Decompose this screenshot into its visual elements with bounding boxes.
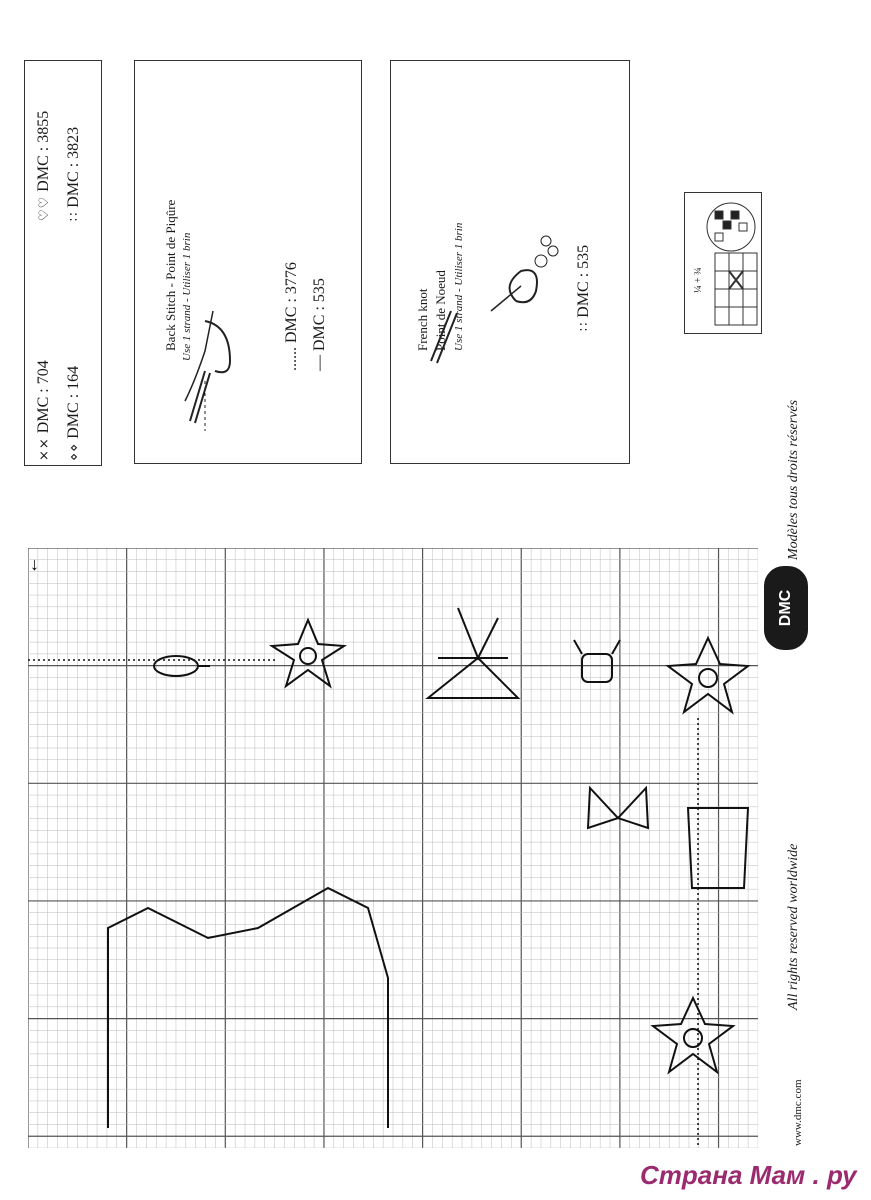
french-knot-row-535 — [575, 245, 593, 331]
vine-motif — [28, 660, 698, 1148]
legend-label: DMC : 3855 — [35, 110, 52, 192]
dragonfly-motif — [428, 608, 518, 698]
back-stitch-box — [134, 60, 362, 464]
legend-label: DMC : 535 — [311, 278, 328, 351]
dmc-logo: DMC — [764, 566, 808, 650]
cat-motif — [108, 888, 388, 1128]
legend-label: DMC : 704 — [35, 360, 52, 434]
legend-label: DMC : 164 — [65, 365, 82, 439]
cross-symbol: ⨯⨯ — [37, 437, 52, 461]
heart-symbol: ♡♡ — [37, 195, 52, 221]
legend-label: DMC : 535 — [575, 244, 592, 318]
fraction-grid-icon — [685, 193, 761, 333]
diamond-symbol: ⋄⋄ — [67, 442, 82, 461]
flower-motif — [272, 620, 344, 686]
cross-stitch-chart — [28, 548, 758, 1148]
rights-text: All rights reserved worldwide — [786, 843, 801, 1010]
legend-row-3855 — [35, 111, 53, 221]
legend-row-3823 — [65, 127, 83, 221]
dotted-line-symbol: ...... — [283, 347, 300, 371]
back-stitch-row-535 — [311, 278, 329, 371]
french-knot-title-en: French knot — [415, 288, 430, 351]
chart-grid — [28, 548, 758, 1148]
back-stitch-subtitle: Use 1 strand - Utiliser 1 brin — [181, 232, 193, 361]
solid-line-symbol: — — [311, 355, 328, 371]
bee-motif — [574, 640, 620, 682]
back-stitch-row-3776 — [283, 262, 301, 371]
needle-back-stitch-icon — [175, 251, 245, 441]
rights-text-fr: Modèles tous droits réservés — [786, 399, 801, 560]
fraction-stitch-diagram — [684, 192, 762, 334]
flower-motif — [653, 998, 733, 1072]
french-knot-subtitle: Use 1 strand - Utiliser 1 brin — [453, 222, 465, 351]
legend-row-164 — [65, 366, 83, 461]
fraction-label: ¼ + ¾ — [693, 267, 704, 293]
website-text: www.dmc.com — [792, 1079, 804, 1146]
color-legend-box — [24, 60, 102, 466]
back-stitch-title: Back Stitch - Point de Piqûre — [163, 199, 178, 351]
needle-french-knot-icon — [421, 191, 561, 371]
legend-label: DMC : 3823 — [65, 126, 82, 208]
legend-label: DMC : 3776 — [283, 262, 300, 343]
site-watermark: Страна Мам . ру — [640, 1160, 857, 1190]
dots-symbol: ∷ — [577, 321, 592, 331]
dots-symbol: ∷ — [67, 211, 82, 221]
legend-row-704 — [35, 360, 53, 461]
butterfly-motif — [588, 788, 648, 828]
french-knot-box — [390, 60, 630, 464]
french-knot-title-fr: Point de Noeud — [433, 270, 448, 351]
center-arrow-icon: ↓ — [30, 554, 39, 574]
